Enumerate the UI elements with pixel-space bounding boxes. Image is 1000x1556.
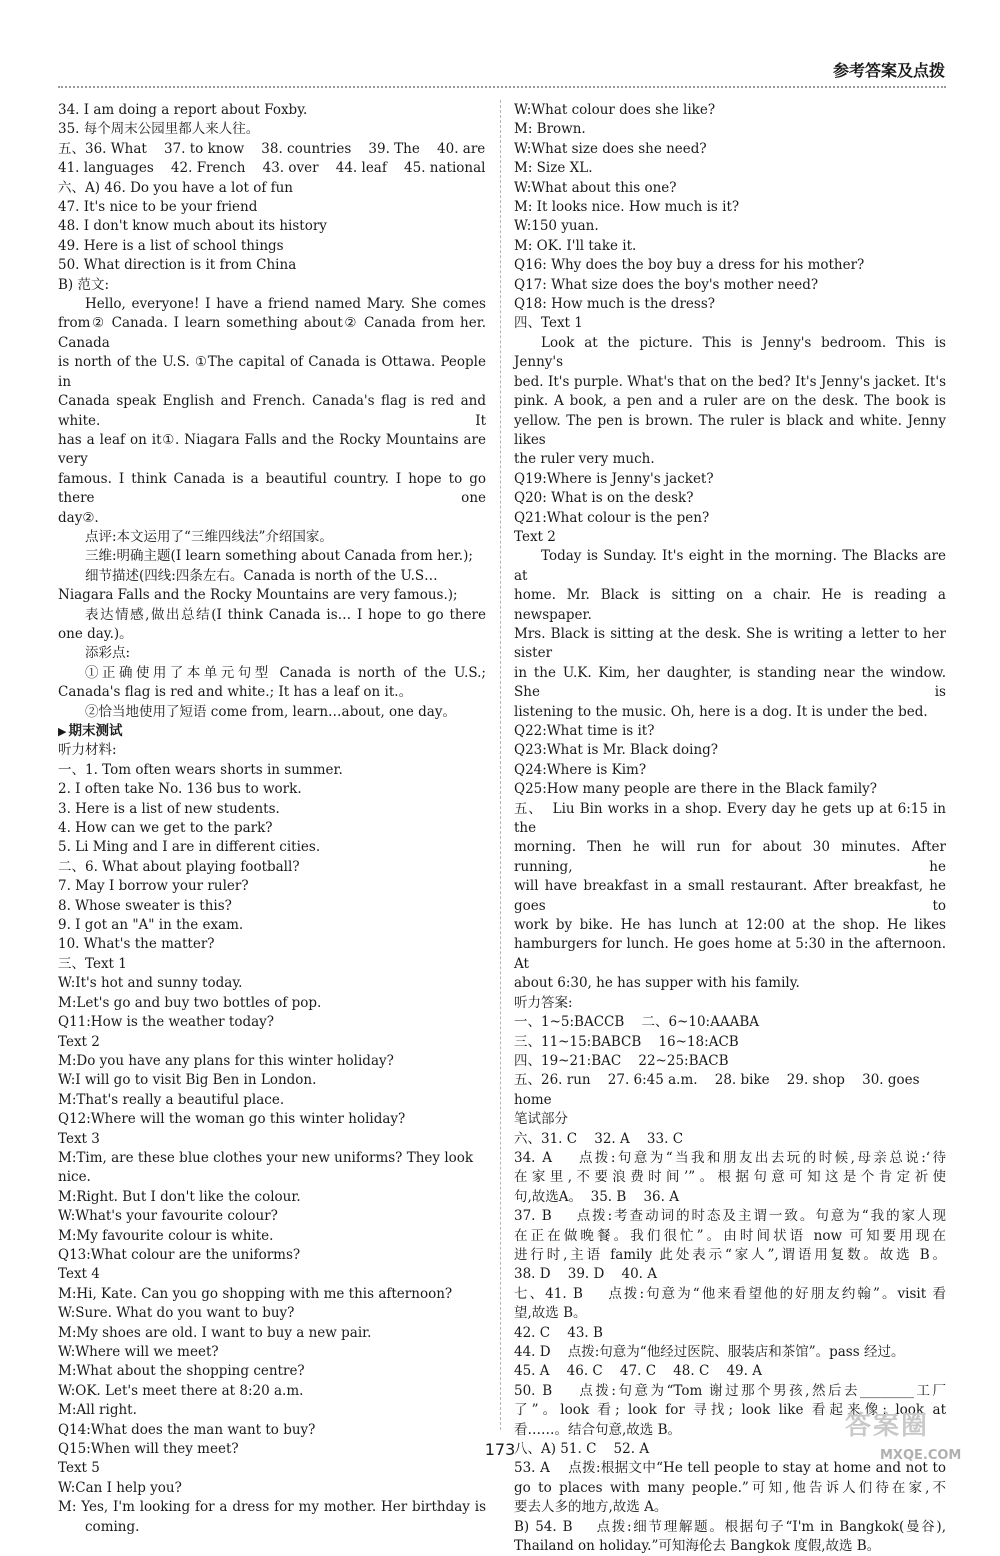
text-line: 四、19~21:BAC 22~25:BACB bbox=[514, 1052, 729, 1069]
text-line: 47. It's nice to be your friend bbox=[58, 199, 258, 216]
text-line: 53. A 点拨:根据文中“He tell people to stay at home and not to bbox=[514, 1460, 946, 1477]
text-line: M:Tim, are these blue clothes your new uniforms? They look nice. bbox=[58, 1149, 478, 1186]
text-line: 37. B 点拨:考查动词的时态及主谓一致。句意为“我的家人现 bbox=[514, 1208, 946, 1225]
text-line: 4. How can we get to the park? bbox=[58, 820, 273, 837]
text-line: Q13:What colour are the uniforms? bbox=[58, 1246, 301, 1263]
text-line: day②. bbox=[58, 509, 99, 526]
text-line: bed. It's purple. What's that on the bed? It's Jenny's jacket. It's bbox=[514, 373, 946, 390]
text-line: Q15:When will they meet? bbox=[58, 1441, 239, 1458]
text-line: M:What about the shopping centre? bbox=[58, 1363, 305, 1380]
text-line: M: It looks nice. How much is it? bbox=[514, 199, 740, 216]
text-line: Q16: Why does the boy buy a dress for his mother? bbox=[514, 257, 865, 274]
text-line: 在家里,不要浪费时间’”。根据句意可知这是个肯定祈使 bbox=[514, 1169, 946, 1186]
text-line: M: Yes, I'm looking for a dress for my mother. Her birthday is bbox=[58, 1499, 486, 1516]
text-line: 50. What direction is it from China bbox=[58, 257, 297, 274]
left-column bbox=[58, 101, 491, 1537]
text-line: 41. languages 42. French 43. over 44. leaf 45. national bbox=[58, 160, 486, 177]
text-line: W:I will go to visit Big Ben in London. bbox=[58, 1072, 317, 1089]
text-line: 5. Li Ming and I are in different cities. bbox=[58, 839, 321, 856]
text-line: 五、 Liu Bin works in a shop. Every day he gets up at 6:15 in the bbox=[514, 800, 951, 837]
text-line: Today is Sunday. It's eight in the morning. The Blacks are at bbox=[514, 548, 951, 584]
header-divider bbox=[58, 86, 946, 88]
text-line: 看……。结合句意,故选 B。 bbox=[514, 1421, 682, 1438]
text-line: 了”。look 看; look for 寻找; look like 看起来像; look at bbox=[514, 1402, 946, 1419]
text-line: will have breakfast in a small restaurant. After breakfast, he goes to bbox=[514, 878, 951, 914]
text-line: Canada speak English and French. Canada's flag is red and white. It bbox=[58, 393, 491, 429]
text-line: 10. What's the matter? bbox=[58, 936, 215, 953]
text-line: 三维:明确主题(I learn something about Canada from her.); bbox=[85, 548, 473, 565]
text-line: from② Canada. I learn something about② Canada from her. Canada bbox=[58, 315, 491, 351]
text-line: B) 范文: bbox=[58, 276, 110, 293]
text-line: 7. May I borrow your ruler? bbox=[58, 878, 249, 895]
text-line: 细节描述(四线:四条左右。Canada is north of the U.S… bbox=[85, 567, 438, 584]
text-line: 进行时,主语 family 此处表示“家人”,谓语用复数。故选 B。 bbox=[514, 1246, 946, 1263]
text-line: 42. C 43. B bbox=[514, 1324, 603, 1341]
text-line: 34. I am doing a report about Foxby. bbox=[58, 102, 308, 118]
text-line: 9. I got an "A" in the exam. bbox=[58, 917, 244, 934]
text-line: Mrs. Black is sitting at the desk. She is writing a letter to her sister bbox=[514, 625, 951, 662]
text-line: Q12:Where will the woman go this winter holiday? bbox=[58, 1111, 406, 1128]
text-line: W:OK. Let's meet there at 8:20 a.m. bbox=[58, 1382, 304, 1399]
text-line: 句,故选A。 35. B 36. A bbox=[514, 1188, 679, 1205]
text-line: 一、1~5:BACCB 二、6~10:AAABA bbox=[514, 1014, 759, 1031]
text-line: is north of the U.S. ①The capital of Canada is Ottawa. People in bbox=[58, 354, 491, 390]
text-line: Q21:What colour is the pen? bbox=[514, 509, 710, 526]
text-line: 44. D 点拨:句意为“他经过医院、服装店和茶馆”。pass 经过。 bbox=[514, 1344, 905, 1360]
text-line: 一、1. Tom often wears shorts in summer. bbox=[58, 761, 343, 778]
text-line: go to places with many people.”可知,他告诉人们待在家,不 bbox=[514, 1479, 946, 1496]
text-line: 四、Text 1 bbox=[514, 315, 583, 332]
text-line: 8. Whose sweater is this? bbox=[58, 897, 232, 914]
text-line: 三、Text 1 bbox=[58, 955, 127, 972]
section-heading-label: 期末测试 bbox=[68, 723, 123, 739]
text-line: Text 4 bbox=[58, 1266, 100, 1283]
text-line: 表达情感,做出总结(I think Canada is… I hope to go there bbox=[85, 606, 486, 623]
text-line: 六、31. C 32. A 33. C bbox=[514, 1130, 684, 1147]
text-line: Text 5 bbox=[58, 1460, 100, 1477]
text-line: famous. I think Canada is a beautiful country. I hope to go there one bbox=[58, 470, 491, 507]
text-line: W:Where will we meet? bbox=[58, 1344, 219, 1360]
text-line: M:That's really a beautiful place. bbox=[58, 1091, 285, 1108]
text-line: home. Mr. Black is sitting on a chair. He is reading a newspaper. bbox=[514, 587, 951, 623]
text-line: W:150 yuan. bbox=[514, 218, 599, 235]
text-line: M: Size XL. bbox=[514, 160, 593, 177]
text-line: Hello, everyone! I have a friend named Mary. She comes bbox=[85, 296, 486, 313]
text-line: Thailand on holiday.”可知海伦去 Bangkok 度假,故选 B。 bbox=[514, 1538, 881, 1555]
section-heading bbox=[58, 722, 486, 741]
text-line: 3. Here is a list of new students. bbox=[58, 800, 280, 817]
text-line: W:What about this one? bbox=[514, 179, 677, 196]
text-line: Q24:Where is Kim? bbox=[514, 761, 647, 778]
text-line: 听力答案: bbox=[514, 994, 573, 1011]
text-line: 二、6. What about playing football? bbox=[58, 858, 300, 875]
text-line: pink. A book, a pen and a ruler are on the desk. The book is bbox=[514, 393, 946, 410]
text-line: M:Hi, Kate. Can you go shopping with me this afternoon? bbox=[58, 1285, 453, 1302]
text-line: 34. A 点拨:句意为“当我和朋友出去玩的时候,母亲总说:‘待 bbox=[514, 1149, 946, 1166]
text-line: Q25:How many people are there in the Black family? bbox=[514, 781, 877, 798]
text-line: work by bike. He has lunch at 12:00 at the shop. He likes bbox=[514, 917, 946, 934]
text-line: 添彩点: bbox=[85, 645, 131, 662]
column-divider bbox=[500, 100, 501, 1430]
text-line: 在正在做晚餐。我们很忙”。由时间状语 now 可知要用现在 bbox=[514, 1227, 946, 1244]
text-line: 点评:本文运用了“三维四线法”介绍国家。 bbox=[85, 528, 333, 545]
text-line: about 6:30, he has supper with his family. bbox=[514, 975, 800, 992]
watermark-url: MXQE.COM bbox=[880, 1448, 962, 1463]
text-line: B) 54. B 点拨:细节理解题。根据句子“I'm in Bangkok(曼谷), bbox=[514, 1518, 946, 1535]
text-line: 八、A) 51. C 52. A bbox=[514, 1441, 650, 1458]
text-line: W:Can I help you? bbox=[58, 1479, 182, 1496]
text-line: Q14:What does the man want to buy? bbox=[58, 1421, 316, 1438]
watermark-logo: 答案圈 bbox=[845, 1411, 930, 1441]
text-line: M:Do you have any plans for this winter holiday? bbox=[58, 1052, 394, 1069]
text-line: Text 2 bbox=[58, 1033, 100, 1050]
text-line: 45. A 46. C 47. C 48. C 49. A bbox=[514, 1363, 762, 1380]
text-line: Q17: What size does the boy's mother need? bbox=[514, 276, 819, 293]
text-line: morning. Then he will run for about 30 minutes. After running, he bbox=[514, 839, 951, 875]
text-line: 50. B 点拨:句意为“Tom 谢过那个男孩,然后去________工厂 bbox=[514, 1382, 946, 1399]
text-line: Q18: How much is the dress? bbox=[514, 296, 715, 313]
text-line: 48. I don't know much about its history bbox=[58, 218, 327, 235]
text-line: W:What colour does she like? bbox=[514, 102, 716, 118]
text-line: Q19:Where is Jenny's jacket? bbox=[514, 470, 714, 487]
text-line: M: OK. I'll take it. bbox=[514, 237, 637, 254]
text-line: yellow. The pen is brown. The ruler is black and white. Jenny likes bbox=[514, 412, 951, 448]
text-line: Canada's flag is red and white.; It has a leaf on it.。 bbox=[58, 684, 413, 701]
text-line: Q22:What time is it? bbox=[514, 723, 655, 739]
text-line: 笔试部分 bbox=[514, 1111, 568, 1128]
triangle-bullet-icon: ▶ bbox=[58, 725, 67, 738]
text-line: Text 3 bbox=[58, 1130, 100, 1147]
text-line: 望,故选 B。 bbox=[514, 1305, 587, 1322]
text-line: M:All right. bbox=[58, 1402, 137, 1419]
text-line: Q11:How is the weather today? bbox=[58, 1014, 275, 1031]
text-line: M:Let's go and buy two bottles of pop. bbox=[58, 994, 322, 1011]
text-line: listening to the music. Oh, here is a dog. It is under the bed. bbox=[514, 703, 928, 720]
text-line: in the U.K. Kim, her daughter, is standing near the window. She is bbox=[514, 664, 951, 701]
text-line: 35. 每个周末公园里都人来人往。 bbox=[58, 121, 260, 138]
text-line: M:My shoes are old. I want to buy a new pair. bbox=[58, 1324, 372, 1341]
text-line: Look at the picture. This is Jenny's bedroom. This is Jenny's bbox=[514, 334, 951, 371]
text-line: 五、26. run 27. 6:45 a.m. 28. bike 29. shop 30. goes home bbox=[514, 1072, 924, 1108]
text-line: M: Brown. bbox=[514, 121, 586, 138]
text-line: Text 2 bbox=[514, 528, 556, 545]
text-line: Niagara Falls and the Rocky Mountains are very famous.); bbox=[58, 587, 458, 604]
text-line: W:It's hot and sunny today. bbox=[58, 975, 243, 992]
text-line: Q23:What is Mr. Black doing? bbox=[514, 742, 719, 759]
text-line: coming. bbox=[85, 1518, 140, 1535]
text-line: 五、36. What 37. to know 38. countries 39. The 40. are bbox=[58, 140, 486, 157]
text-line: 49. Here is a list of school things bbox=[58, 237, 284, 254]
text-line: 七、41. B 点拨:句意为“他来看望他的好朋友约翰”。visit 看 bbox=[514, 1285, 946, 1302]
text-line: ②恰当地使用了短语 come from, learn…about, one day。 bbox=[85, 703, 456, 720]
right-column bbox=[514, 101, 951, 1556]
text-line: one day.)。 bbox=[58, 625, 133, 642]
text-line: ①正确使用了本单元句型 Canada is north of the U.S.; bbox=[85, 664, 486, 681]
text-line: 听力材料: bbox=[58, 742, 117, 759]
text-line: Q20: What is on the desk? bbox=[514, 490, 694, 507]
text-line: hamburgers for lunch. He goes home at 5:30 in the afternoon. At bbox=[514, 936, 951, 972]
text-line: the ruler very much. bbox=[514, 451, 655, 468]
text-line: 三、11~15:BABCB 16~18:ACB bbox=[514, 1033, 739, 1050]
text-line: 六、A) 46. Do you have a lot of fun bbox=[58, 179, 294, 196]
text-line: 要去人多的地方,故选 A。 bbox=[514, 1499, 668, 1516]
text-line: 38. D 39. D 40. A bbox=[514, 1266, 658, 1283]
text-line: W:Sure. What do you want to buy? bbox=[58, 1305, 295, 1322]
page-header-title: 参考答案及点拨 bbox=[832, 61, 945, 80]
text-line: M:Right. But I don't like the colour. bbox=[58, 1188, 301, 1205]
text-line: has a leaf on it①. Niagara Falls and the Rocky Mountains are very bbox=[58, 431, 491, 468]
text-line: 2. I often take No. 136 bus to work. bbox=[58, 781, 302, 798]
text-line: W:What's your favourite colour? bbox=[58, 1208, 278, 1225]
page-number: 173 bbox=[484, 1440, 516, 1459]
text-line: W:What size does she need? bbox=[514, 140, 707, 157]
text-line: M:My favourite colour is white. bbox=[58, 1227, 274, 1244]
